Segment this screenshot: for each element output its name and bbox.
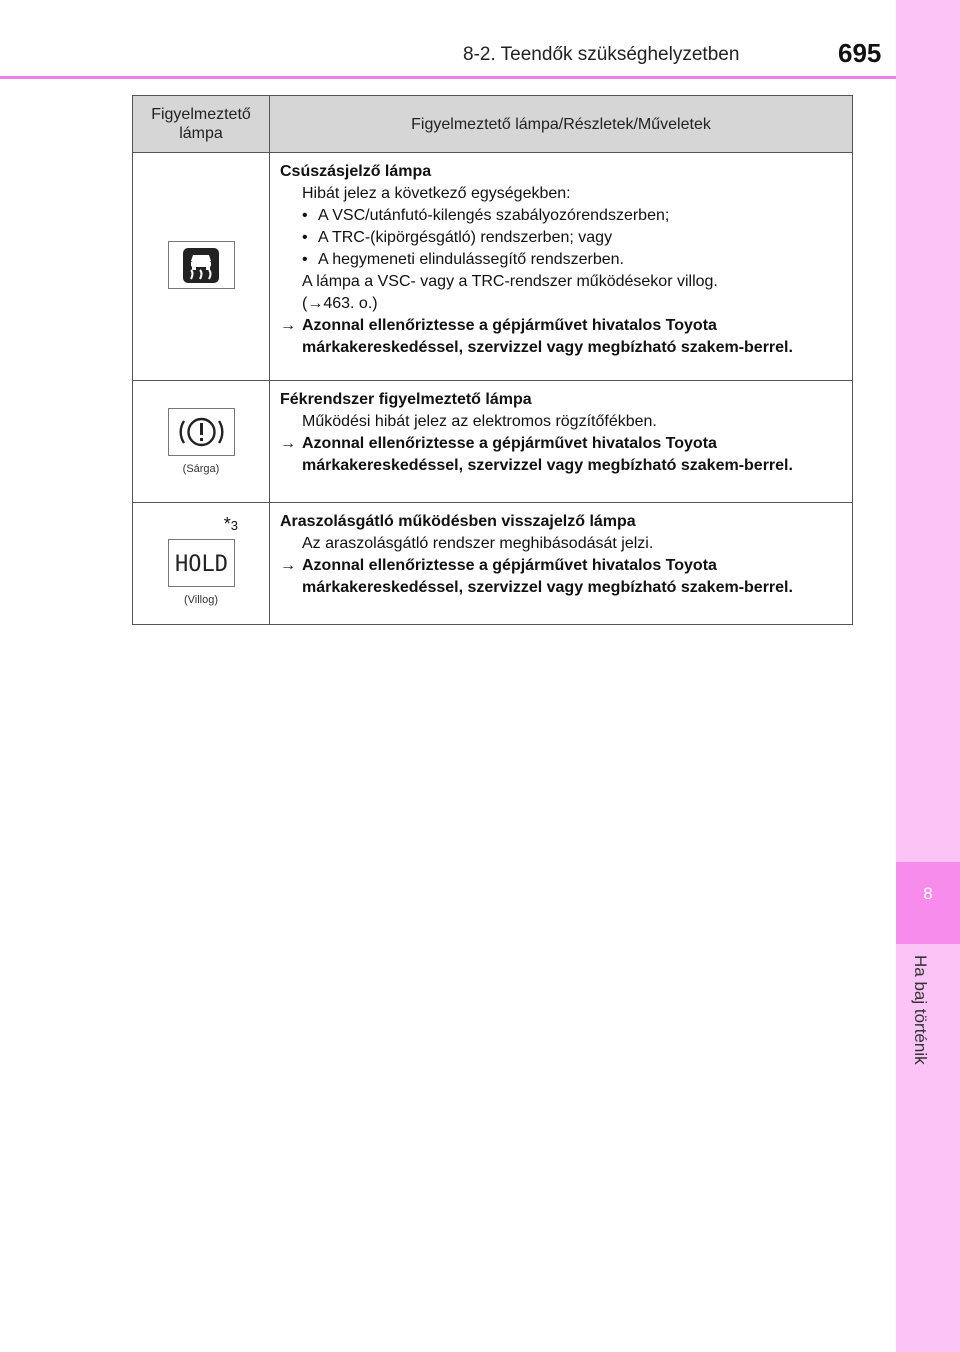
icon-state-caption: (Villog) — [183, 594, 219, 606]
slip-indicator-icon — [168, 241, 235, 289]
lamp-title: Fékrendszer figyelmeztető lámpa — [280, 391, 532, 408]
lamp-intro: Hibát jelez a következő egységekben: — [302, 185, 571, 202]
action-instruction: → Azonnal ellenőriztesse a gépjárművet hivatalos Toyota márkakereskedéssel, szervizzel vagy megbízható szakem-berrel. — [280, 433, 844, 477]
icon-cell — [133, 503, 270, 625]
icon-color-caption: (Sárga) — [182, 463, 220, 475]
lamp-intro: Működési hibát jelez az elektromos rögzítőfékben. — [302, 413, 657, 430]
section-title: 8-2. Teendők szükséghelyzetben — [463, 44, 740, 65]
footnote-marker: *3 — [223, 514, 238, 534]
action-instruction: → Azonnal ellenőriztesse a gépjárművet hivatalos Toyota márkakereskedéssel, szervizzel vagy megbízható szakem-berrel. — [280, 555, 844, 599]
table-row — [133, 503, 853, 625]
lamp-title: Csúszásjelző lámpa — [280, 163, 432, 180]
header-rule — [0, 76, 960, 79]
icon-cell — [133, 153, 270, 381]
arrow-icon: → — [280, 317, 296, 334]
page-number: 695 — [838, 38, 882, 68]
lamp-title: Araszolásgátló működésben visszajelző lámpa — [280, 513, 636, 530]
lamp-note: A lámpa a VSC- vagy a TRC-rendszer működésekor villog. — [302, 273, 718, 290]
action-instruction: → Azonnal ellenőriztesse a gépjárművet hivatalos Toyota márkakereskedéssel, szervizzel vagy megbízható szakem-berrel. — [280, 315, 844, 359]
arrow-icon: → — [280, 435, 296, 452]
svg-text:HOLD: HOLD — [174, 552, 228, 577]
arrow-icon: → — [280, 557, 296, 574]
details-cell — [270, 503, 853, 625]
table-header-row — [133, 96, 853, 153]
chapter-number: 8 — [923, 884, 933, 903]
warning-lamp-table — [132, 95, 853, 625]
chapter-side-tab — [896, 0, 960, 1352]
list-item: • A VSC/utánfutó-kilengés szabályozórendszerben; — [302, 207, 670, 224]
page-reference[interactable]: (→463. o.) — [302, 295, 378, 312]
icon-cell — [133, 381, 270, 503]
table-row — [133, 153, 853, 381]
details-cell — [270, 381, 853, 503]
hold-indicator-icon — [168, 539, 235, 587]
table-row — [133, 381, 853, 503]
lamp-intro: Az araszolásgátló rendszer meghibásodását jelzi. — [302, 535, 654, 552]
col-header-details: Figyelmeztető lámpa/Részletek/Műveletek — [270, 96, 853, 153]
chapter-title: Ha baj történik — [911, 955, 930, 1065]
brake-system-warning-icon — [168, 408, 235, 456]
list-item: • A hegymeneti elindulássegítő rendszerben. — [302, 251, 624, 268]
list-item: • A TRC-(kipörgésgátló) rendszerben; vagy — [302, 229, 613, 246]
details-cell — [270, 153, 853, 381]
col-header-lamp: Figyelmeztető lámpa — [133, 96, 270, 153]
